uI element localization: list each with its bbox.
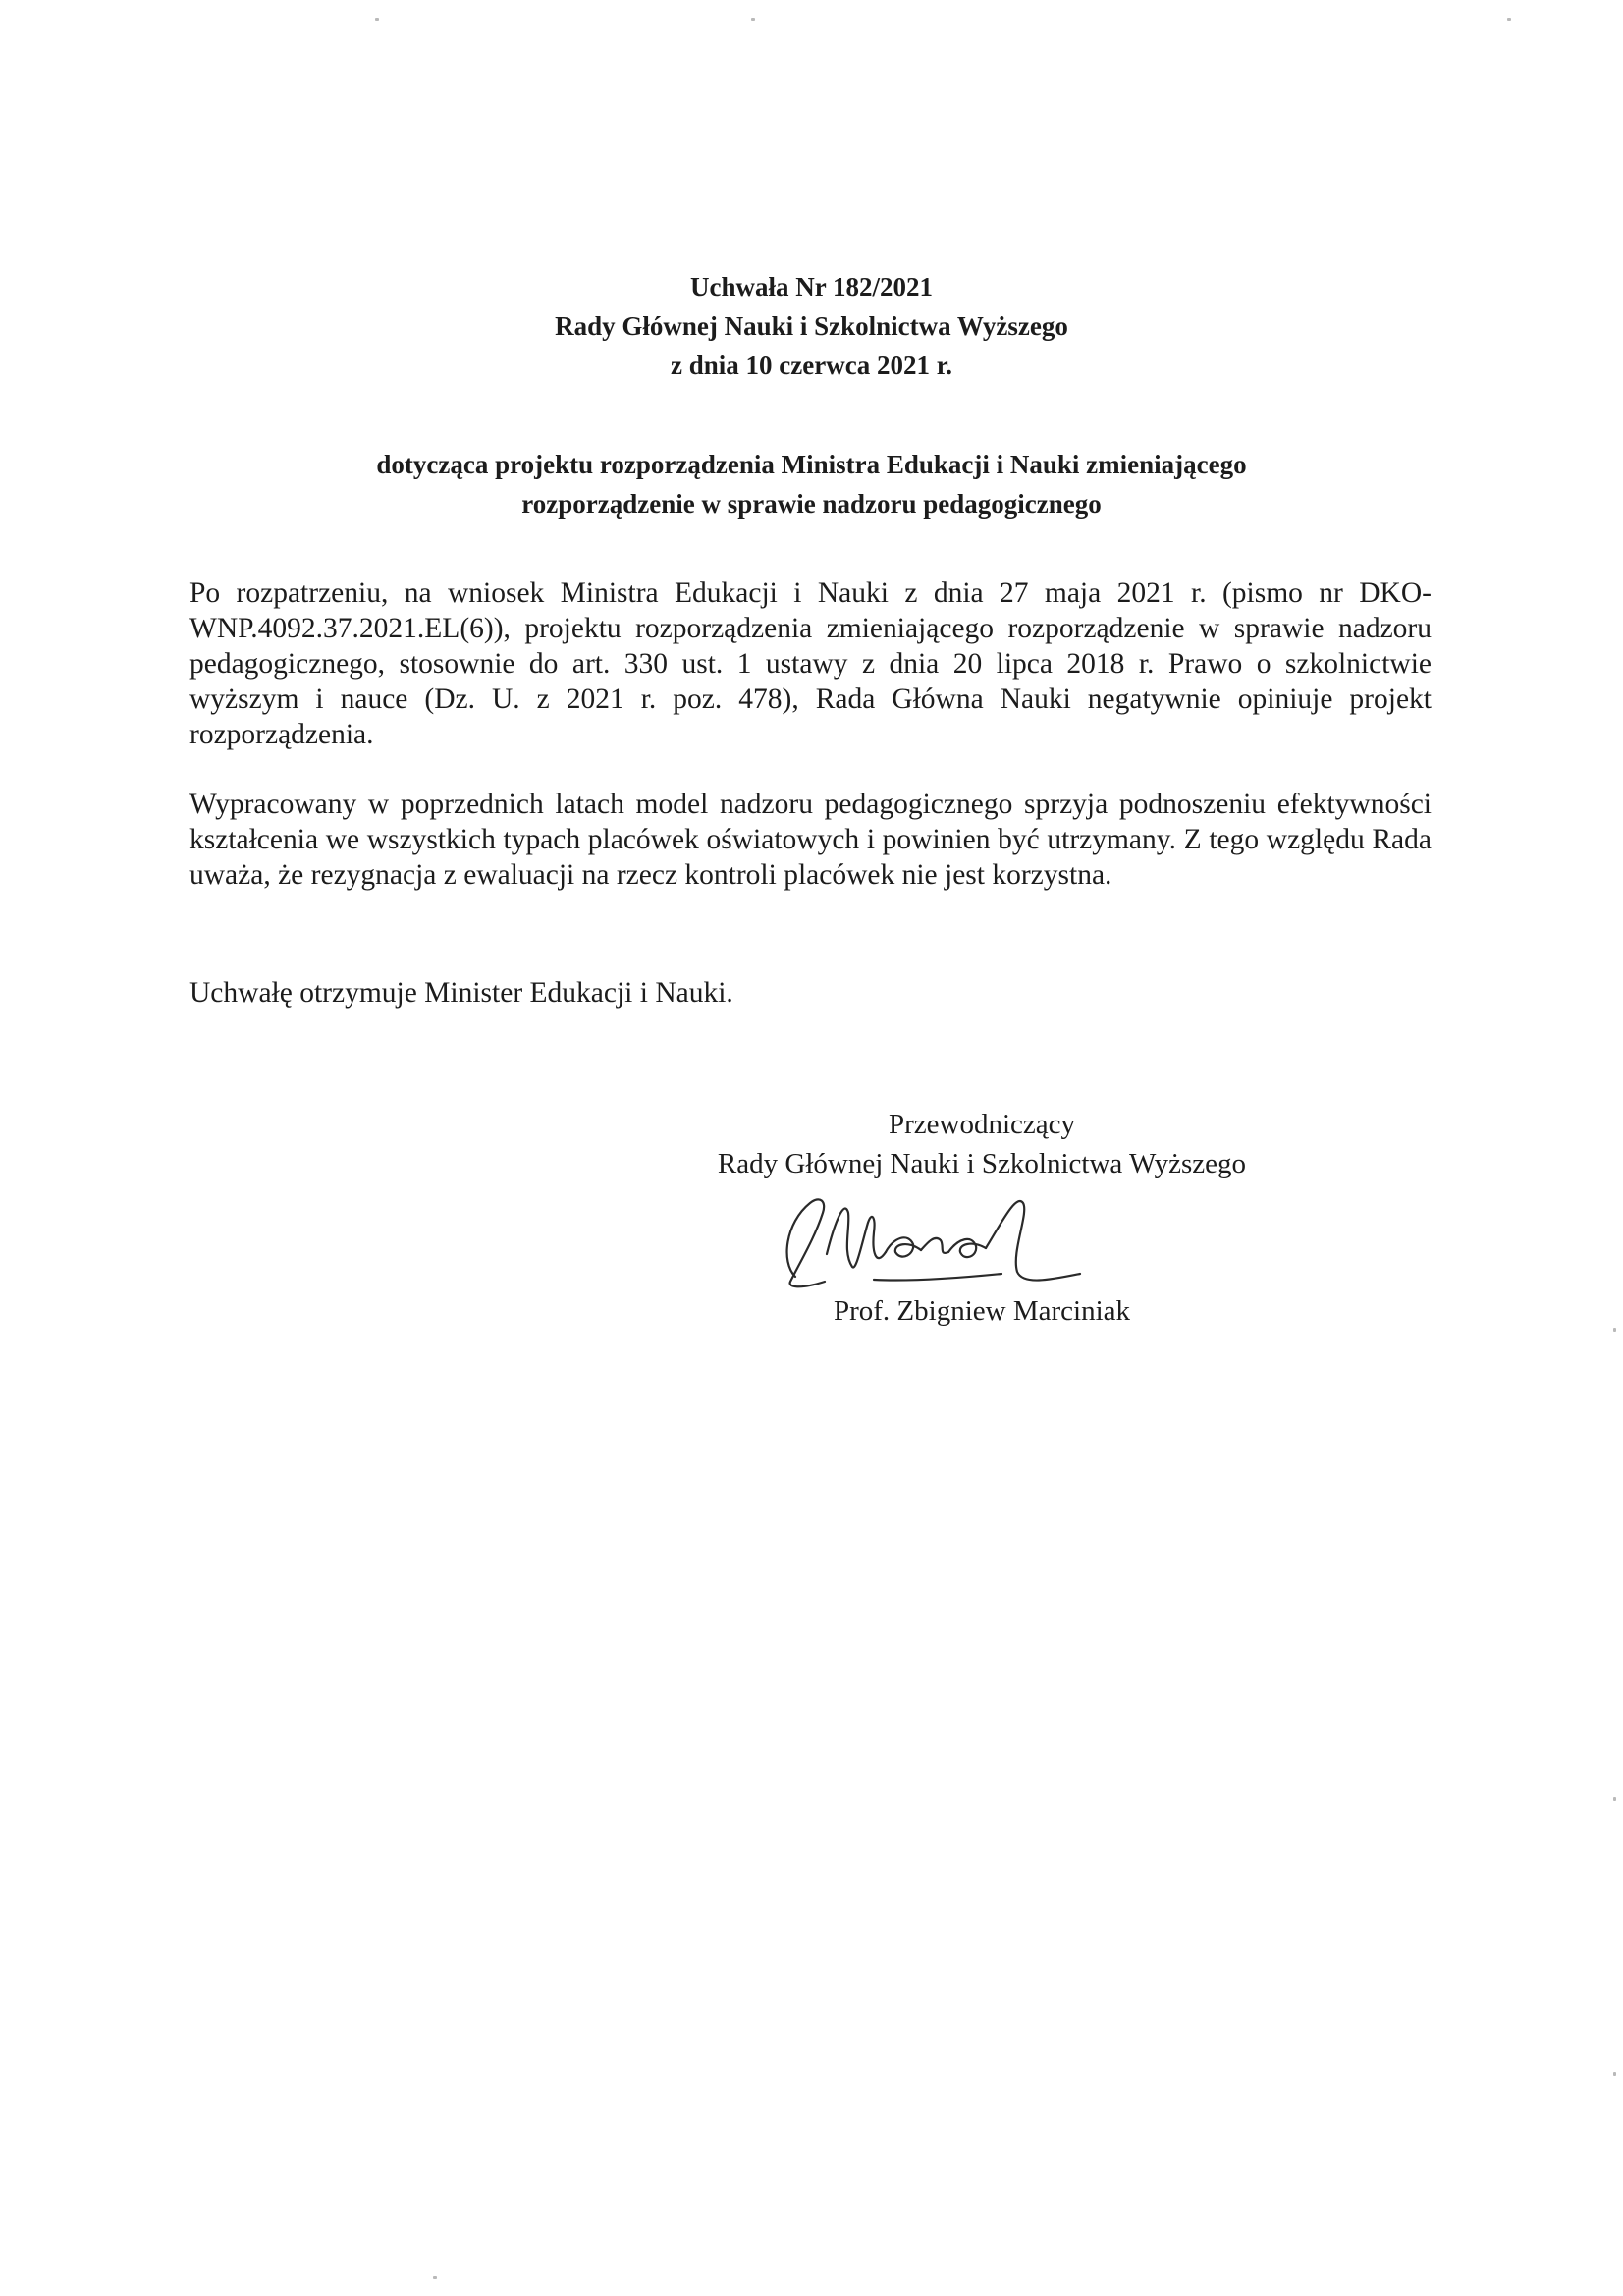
- scan-artifact: [375, 18, 379, 21]
- body-paragraph-opinion: Po rozpatrzeniu, na wniosek Ministra Edukacji i Nauki z dnia 27 maja 2021 r. (pismo nr DKO-WNP.4092.37.2021.EL(6)), projektu rozporządzenia zmieniającego rozporządzenie w sprawie nadzoru pedagogicznego, stosownie do art. 330 ust. 1 ustawy z dnia 20 lipca 2018 r. Prawo o szkolnictwie wyższym i nauce (Dz. U. z 2021 r. poz. 478), Rada Główna Nauki negatywnie opiniuje projekt rozporządzenia.: [189, 577, 1432, 750]
- signatory-role: Przewodniczący: [888, 1109, 1075, 1140]
- signatory-name: Prof. Zbigniew Marciniak: [833, 1295, 1130, 1327]
- subject-line-1: dotycząca projektu rozporządzenia Ministra Edukacji i Nauki zmieniającego: [376, 450, 1247, 479]
- issuing-body: Rady Głównej Nauki i Szkolnictwa Wyższego: [555, 311, 1068, 341]
- handwritten-signature: [766, 1183, 1139, 1301]
- scan-artifact: [1507, 18, 1511, 21]
- resolution-subject: [0, 445, 1623, 523]
- signatory-body: Rady Głównej Nauki i Szkolnictwa Wyższego: [717, 1148, 1247, 1179]
- resolution-date: z dnia 10 czerwca 2021 r.: [671, 351, 952, 380]
- scan-artifact: [1613, 1797, 1616, 1801]
- body-paragraph-justification: Wypracowany w poprzednich latach model nadzoru pedagogicznego sprzyja podnoszeniu efektywności kształcenia we wszystkich typach placówek oświatowych i powinien być utrzymany. Z tego względu Rada uważa, że rezygnacja z ewaluacji na rzecz kontroli placówek nie jest korzystna.: [189, 789, 1432, 891]
- body-paragraph-recipient: Uchwałę otrzymuje Minister Edukacji i Nauki.: [189, 977, 733, 1009]
- scan-artifact: [1613, 1328, 1616, 1332]
- scan-artifact: [1613, 2072, 1616, 2076]
- resolution-header: [0, 267, 1623, 385]
- subject-line-2: rozporządzenie w sprawie nadzoru pedagogicznego: [521, 489, 1102, 519]
- signatory-title: [628, 1105, 1335, 1183]
- scan-artifact: [433, 2276, 437, 2279]
- scan-artifact: [751, 18, 755, 21]
- resolution-number: Uchwała Nr 182/2021: [690, 272, 933, 301]
